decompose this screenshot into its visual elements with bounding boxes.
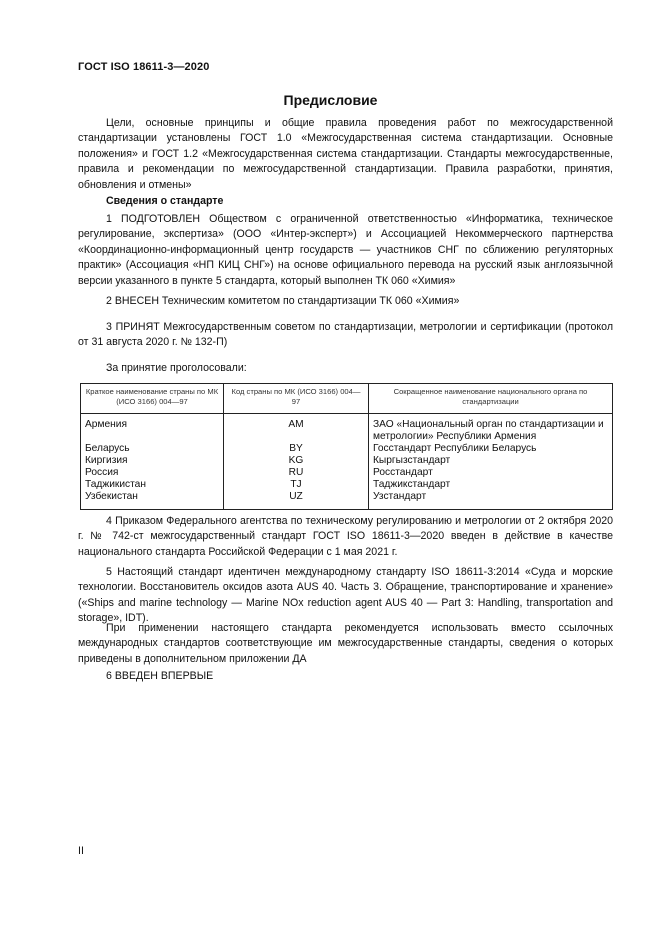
item-2-text: 2 ВНЕСЕН Техническим комитетом по стандартизации ТК 060 «Химия» — [106, 295, 460, 307]
item-5-text: 5 Настоящий стандарт идентичен международному стандарту ISO 18611-3:2014 «Суда и морские технологии. Восстановитель оксидов азота AUS 40. Часть 3. Обращение, транспортирование и хранение» («Ships and marine technology — Marine NOx reduction agent AUS 40 — Part 3: Handling, transportation and storage», IDT). — [78, 566, 613, 625]
item-4-text: 4 Приказом Федерального агентства по техническому регулированию и метрологии от 2 октября 2020 г. № 742-ст межгосударственный стандарт ГОСТ ISO 18611-3—2020 введен в действие в качестве национального стандарта Российской Федерации с 1 мая 2021 г. — [78, 515, 613, 558]
country-cell: Россия — [81, 467, 224, 479]
item-2 — [78, 294, 613, 309]
org-cell: Госстандарт Республики Беларусь — [369, 443, 613, 455]
item-5-note-text: При применении настоящего стандарта рекомендуется использовать вместо ссылочных международных стандартов соответствующие им межгосударственные стандарты, сведения о которых приведены в дополнительном приложении ДА — [78, 622, 613, 665]
country-cell: Беларусь — [81, 443, 224, 455]
code-cell: TJ — [224, 479, 369, 491]
code-cell: AM — [224, 414, 369, 444]
country-cell: Киргизия — [81, 455, 224, 467]
item-4 — [78, 514, 613, 560]
header-org: Сокращенное наименование национального органа по стандартизации — [369, 384, 613, 414]
standard-id: ГОСТ ISO 18611-3—2020 — [78, 61, 210, 73]
header-code: Код страны по МК (ИСО 3166) 004—97 — [224, 384, 369, 414]
table-header-row — [81, 384, 613, 414]
item-3 — [78, 320, 613, 351]
vote-caption: За принятие проголосовали: — [106, 362, 247, 374]
item-6: 6 ВВЕДЕН ВПЕРВЫЕ — [106, 670, 214, 682]
country-cell: Узбекистан — [81, 491, 224, 510]
page-number: II — [78, 845, 84, 857]
country-cell: Армения — [81, 414, 224, 444]
intro-text: Цели, основные принципы и общие правила проведения работ по межгосударственной стандартизации установлены ГОСТ 1.0 «Межгосударственная система стандартизации. Основные положения» и ГОСТ 1.2 «Межгосударственная система стандартизации. Стандарты межгосударственные, правила и рекомендации по межгосударственной стандартизации. Правила разработки, принятия, обновления и отмены» — [78, 117, 613, 191]
org-cell: Узстандарт — [369, 491, 613, 510]
org-cell: Росстандарт — [369, 467, 613, 479]
code-cell: BY — [224, 443, 369, 455]
item-1 — [78, 212, 613, 289]
intro-paragraph — [78, 116, 613, 193]
code-cell: UZ — [224, 491, 369, 510]
page-title: Предисловие — [283, 92, 378, 108]
item-5-note — [78, 621, 613, 667]
item-1-text: 1 ПОДГОТОВЛЕН Обществом с ограниченной ответственностью «Информатика, техническое регулирование, экспертиза» (ООО «Интер-эксперт») и Ассоциацией Некоммерческого партнерства «Координационно-информационный центр государств — участников СНГ по сближению регуляторных практик» (Ассоциация «НП КИЦ СНГ») на основе официального перевода на русский язык англоязычной версии указанного в пункте 5 стандарта, который выполнен ТК 060 «Химия» — [78, 213, 613, 287]
table-row — [81, 443, 613, 455]
org-cell: Кыргызстандарт — [369, 455, 613, 467]
table-row — [81, 479, 613, 491]
code-cell: KG — [224, 455, 369, 467]
header-country: Краткое наименование страны по МК (ИСО 3166) 004—97 — [81, 384, 224, 414]
org-cell: ЗАО «Национальный орган по стандартизации и метрологии» Республики Армения — [369, 414, 613, 444]
table-row — [81, 467, 613, 479]
org-cell: Таджикстандарт — [369, 479, 613, 491]
section-heading: Сведения о стандарте — [106, 195, 224, 207]
member-states-table — [80, 383, 613, 510]
table-row — [81, 491, 613, 510]
item-3-text: 3 ПРИНЯТ Межгосударственным советом по стандартизации, метрологии и сертификации (протокол от 31 августа 2020 г. № 132-П) — [78, 321, 613, 349]
table-row — [81, 414, 613, 444]
code-cell: RU — [224, 467, 369, 479]
item-5 — [78, 565, 613, 627]
country-cell: Таджикистан — [81, 479, 224, 491]
table-row — [81, 455, 613, 467]
